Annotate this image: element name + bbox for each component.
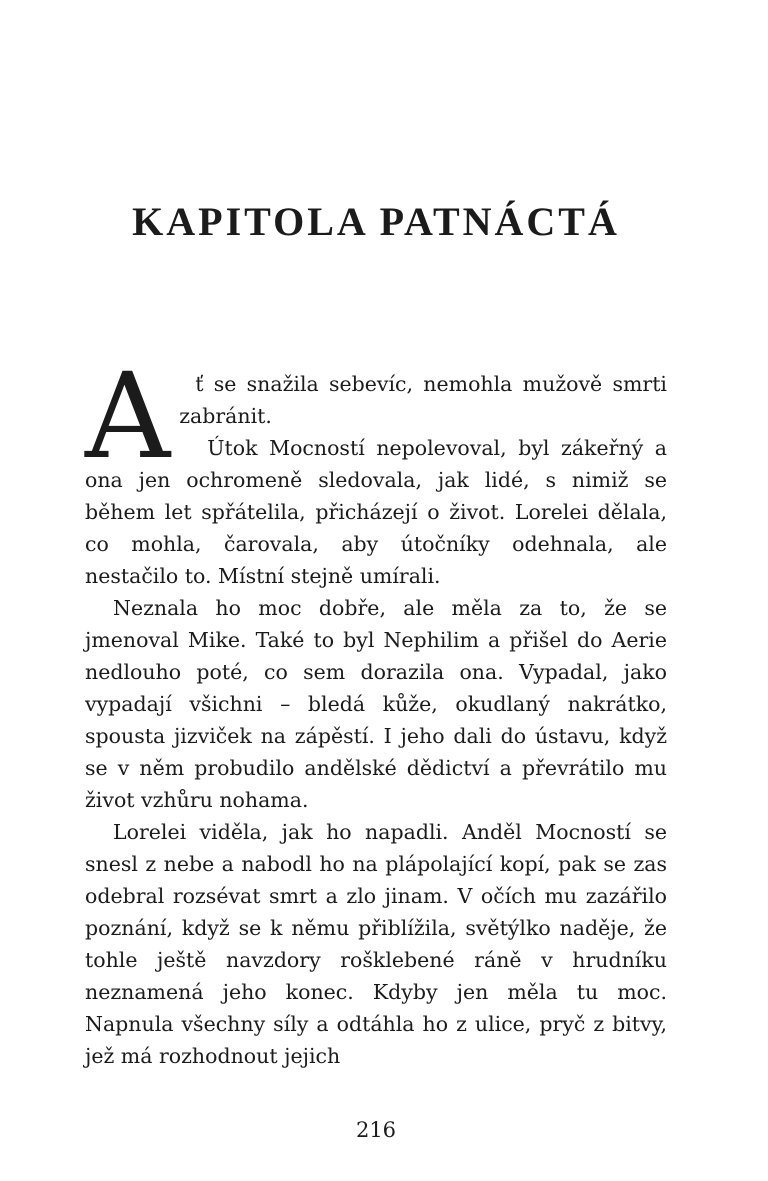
body-text bbox=[85, 347, 667, 1072]
paragraph: ť se snažila sebevíc, nemohla mužově smrti zabránit. bbox=[179, 372, 667, 428]
paragraph: Neznala ho moc dobře, ale měla za to, že se jmenoval Mike. Také to byl Nephilim a přišel do Aerie nedlouho poté, co sem dorazila ona. Vypadal, jako vypadají všichni – bledá kůže, okudlaný nakrátko, spousta jizviček na zápěstí. I jeho dali do ústavu, když se v něm probudilo andělské dědictví a převrátilo mu život vzhůru nohama. bbox=[85, 596, 667, 812]
paragraph: Útok Mocností nepolevoval, byl zákeřný a ona jen ochromeně sledovala, jak lidé, s nimiž se během let spřátelila, přicházejí o život. Lorelei dělala, co mohla, čarovala, aby útočníky odehnala, ale nestačilo to. Místní stejně umírali. bbox=[85, 436, 667, 588]
chapter-title: KAPITOLA PATNÁCTÁ bbox=[132, 199, 620, 244]
drop-cap: A bbox=[85, 347, 171, 485]
paragraph: Lorelei viděla, jak ho napadli. Anděl Mocností se snesl z nebe a nabodl ho na plápolající kopí, pak se zas odebral rozsévat smrt a zlo jinam. V očích mu zazářilo poznání, když se k němu přiblížila, světýlko naděje, že tohle ještě navzdory rošklebené ráně v hrudníku neznamená jeho konec. Kdyby jen měla tu moc. Napnula všechny síly a odtáhla ho z ulice, pryč z bitvy, jež má rozhodnout jejich bbox=[85, 820, 667, 1068]
page-number: 216 bbox=[355, 1118, 397, 1142]
